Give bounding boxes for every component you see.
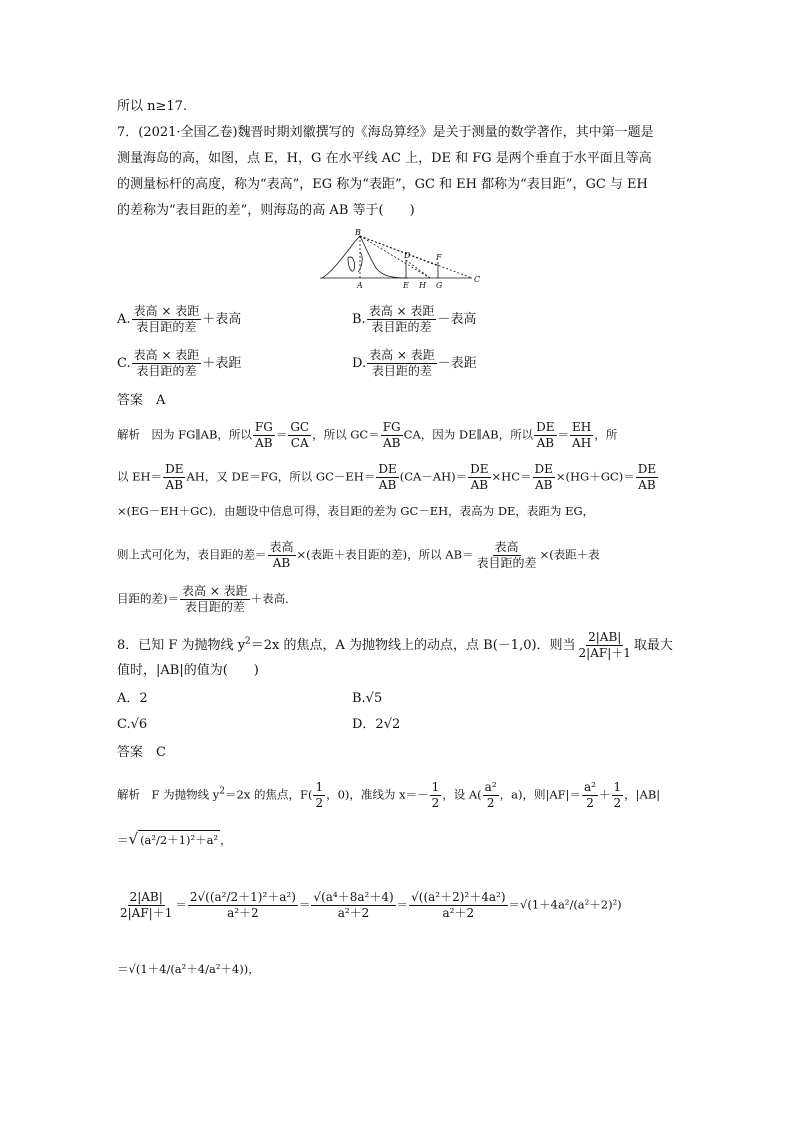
q7-solution-line1: 解析 因为 FG∥AB，所以 $\frac{FG}{AB}$ ＝ $\frac{GC}{CA}$ ，所以 GC＝ $\frac{FG}{AB}$ CA，因为 DE∥AB，所以 $\frac{DE}{AB}$ ＝ $\frac{EH}{AH}$ ，所 (117, 420, 618, 450)
label-h: H (419, 281, 426, 290)
q7-solution-line2: 以 EH＝ $\frac{DE}{AB}$ AH，又 DE＝FG，所以 GC－EH＝ $\frac{DE}{AB}$ (CA－AH)＝ $\frac{DE}{AB}$ ×HC＝ $\frac{DE}{AB}$ ×(HG＋GC)＝ $\frac{DE}{AB}$ (117, 462, 657, 492)
q7-solution-line5: 目距的差)＝ $\frac{\text{表高 × 表距}}{\text{表目距的差}}$ ＋表高． (117, 584, 297, 614)
label-b: B (355, 228, 361, 237)
q7-option-b: B. $\frac{\text{表高 × 表距}}{\text{表目距的差}}$ －表高 (352, 304, 477, 334)
q8-line1: 8．已知 F 为抛物线 $y^2=2x$ 的焦点，A 为抛物线上的动点，点 B(－1,0)．则当 $\frac{2|AB|}{2|AF|+1}$ 取最大 (117, 630, 673, 660)
q7-line3: 的测量标杆的高度，称为“表高”，EG 称为“表距”，GC 和 EH 都称为“表目距”，GC 与 EH (117, 177, 648, 192)
label-g: G (436, 281, 443, 290)
q8-option-b: B.√5 (352, 691, 383, 706)
text-line: 所以 n≥17. (117, 99, 188, 114)
q8-line2: 值时，|AB|的值为( ) (117, 663, 259, 678)
q8-solution-line1: 解析 F 为抛物线 $y^2=2x$ 的焦点，F( $\frac{1}{2}$ ，0)，准线为 x＝－ $\frac{1}{2}$ ，设 A( $\frac{\text{a²}}{2}$ ，a)，则|AF|＝ $\frac{\text{a²}}{2}$ ＋ $\frac{1}{2}$ ，|AB| (117, 780, 661, 810)
island-figure (318, 228, 483, 290)
q7-option-a: A. $\frac{\text{表高 × 表距}}{\text{表目距的差}}$ ＋表高 (117, 304, 242, 334)
q8-option-a: A．2 (117, 691, 148, 706)
label-f: F (436, 253, 442, 262)
q8-solution-line2: ＝√ (a²/2＋1)²＋a² ， (117, 830, 232, 848)
q7-answer: 答案 A (117, 393, 166, 408)
q7-solution-line4: 则上式可化为，表目距的差＝ $\frac{\text{表高}}{AB}$ ×(表距＋表目距的差)，所以 AB＝ $\frac{\text{表高}}{\text{表目距的差}}$ ×(表距＋表 (117, 540, 600, 570)
q7-solution-line3: ×(EG－EH＋GC)．由题设中信息可得，表目距的差为 GC－EH，表高为 DE，表距为 EG， (117, 504, 595, 518)
label-d: D (404, 251, 411, 260)
q8-answer: 答案 C (117, 745, 166, 760)
q8-option-d: D．2√2 (352, 717, 401, 732)
q8-option-c: C.√6 (117, 717, 148, 732)
label-e: E (403, 281, 409, 290)
q7-option-d: D. $\frac{\text{表高 × 表距}}{\text{表目距的差}}$ －表距 (352, 348, 477, 378)
q7-line2: 测量海岛的高，如图，点 E，H，G 在水平线 AC 上，DE 和 FG 是两个垂直于水平面且等高 (117, 151, 652, 166)
label-a: A (357, 281, 363, 290)
q8-solution-line4: ＝√(1＋4/(a²＋4/a²＋4))， (117, 962, 260, 976)
q7-line4: 的差称为“表目距的差”，则海岛的高 AB 等于( ) (117, 203, 415, 218)
label-c: C (474, 275, 481, 284)
q7-option-c: C. $\frac{\text{表高 × 表距}}{\text{表目距的差}}$ ＋表距 (117, 348, 242, 378)
q8-solution-line3: $\frac{2|AB|}{2|AF|+1}$ ＝ $\frac{\text{2√((a²/2＋1)²＋a²)}}{\text{a²＋2}}$ ＝ $\frac{\text{√(a⁴＋8a²＋4)}}{\text{a²＋2}}$ ＝ $\frac{\text{√((a²＋2)²＋4a²)}}{\text{a²＋2}}$ ＝√(1＋4a²/(a²＋2)²) (120, 890, 622, 920)
q7-line1: 7．(2021·全国乙卷)魏晋时期刘徽撰写的《海岛算经》是关于测量的数学著作，其中第一题是 (117, 125, 654, 140)
